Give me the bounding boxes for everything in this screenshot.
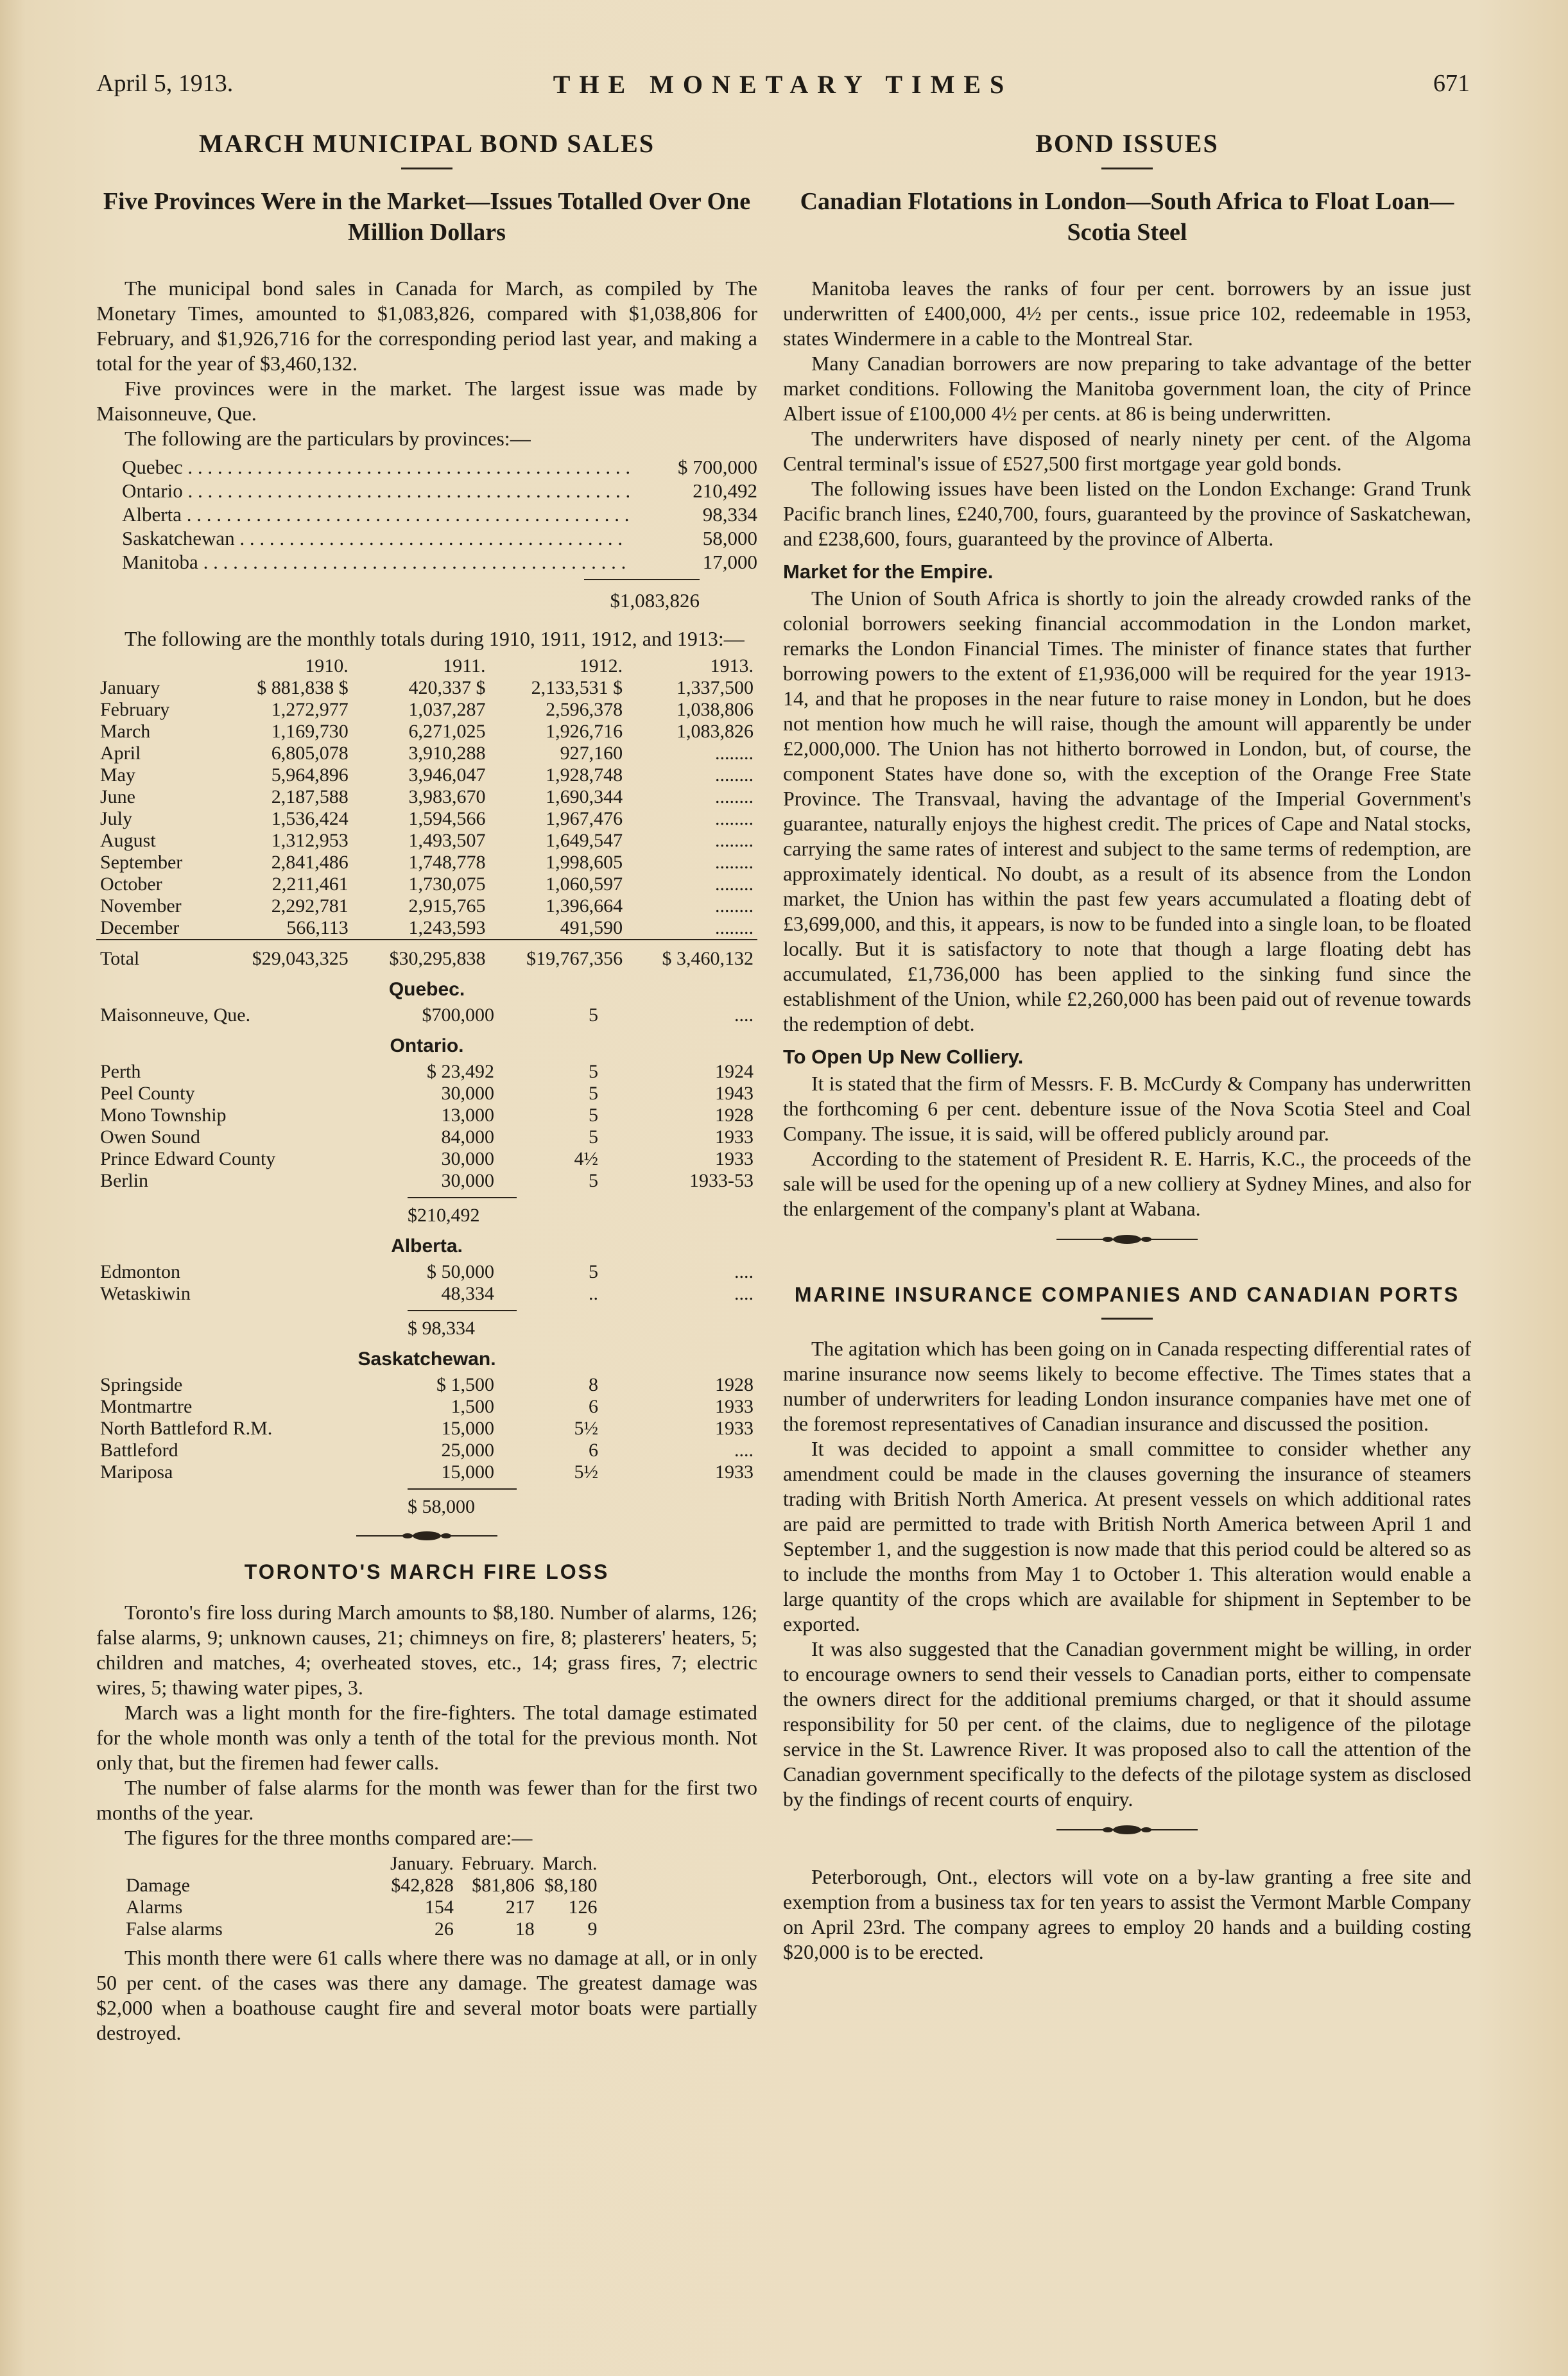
province-total: $1,083,826 xyxy=(584,579,700,612)
paragraph: This month there were 61 calls where there was no damage at all, or in only 50 per cent. of the cases was there any damage. The greatest damage was $2,000 when a boathouse caught fire and several motor boats were partially destroyed. xyxy=(96,1946,757,2044)
section-heading: Market for the Empire. xyxy=(783,560,994,583)
table-row: July 1,536,424 1,594,566 1,967,476 ........ xyxy=(100,808,754,829)
table-row: September 2,841,486 1,748,778 1,998,605 ........ xyxy=(100,852,754,873)
table-row: Wetaskiwin 48,334 .. .... xyxy=(100,1283,754,1304)
table-row: Peel County 30,000 5 1943 xyxy=(100,1083,754,1104)
province-heading: Alberta. xyxy=(391,1235,463,1257)
table-total-row: Total $29,043,325 $30,295,838 $19,767,356 $ 3,460,132 xyxy=(96,940,757,970)
table-row: Berlin 30,000 5 1933-53 xyxy=(100,1170,754,1191)
article-subtitle: Canadian Flotations in London—South Africa to Float Loan—Scotia Steel xyxy=(800,188,1454,246)
ornament-divider xyxy=(1056,1823,1198,1836)
paragraph: The agitation which has been going on in Canada respecting differential rates of marine insurance now seems likely to become effective. The Times states that a number of underwriters for leading London insurance companies have met one of the foremost representatives of Canadian insurance and discussed the position. xyxy=(783,1337,1471,1435)
province-subtotal: $210,492 xyxy=(408,1197,517,1227)
fire-loss-title: TORONTO'S MARCH FIRE LOSS xyxy=(244,1560,610,1583)
monthly-table xyxy=(96,655,757,970)
paragraph: The number of false alarms for the month was fewer than for the first two months of the year. xyxy=(96,1776,757,1824)
paragraph: It was decided to appoint a small committee to consider whether any amendment could be made in the clauses governing the insurance of steamers trading with British North America. At present vessels on which additional rates are paid are permitted to trade with British North America between April 1 and September 1, and the suggestion is now made that this period could be altered so as to include the months from May 1 to October 1. This alteration would enable a large quantity of the crops which are available for shipment in September to be exported. xyxy=(783,1437,1471,1635)
paragraph: March was a light month for the fire-fighters. The total damage estimated for the whole month was only a tenth of the total for the previous month. Not only that, but the firemen had fewer calls. xyxy=(96,1701,757,1774)
paragraph: The underwriters have disposed of nearly ninety per cent. of the Algoma Central terminal's issue of £527,500 first mortgage year gold bonds. xyxy=(783,427,1471,475)
table-row: Mono Township 13,000 5 1928 xyxy=(100,1105,754,1126)
bond-table xyxy=(96,1004,757,1026)
title-rule xyxy=(1101,1318,1153,1320)
table-row: February 1,272,977 1,037,287 2,596,378 1,038,806 xyxy=(100,699,754,720)
right-column xyxy=(783,122,1471,1965)
province-row: Quebec . . . $ 700,000 xyxy=(122,455,757,479)
province-heading: Quebec. xyxy=(388,979,465,1000)
bond-table xyxy=(96,1061,757,1192)
province-heading: Ontario. xyxy=(390,1035,464,1056)
section-heading: To Open Up New Colliery. xyxy=(783,1046,1024,1068)
province-heading: Saskatchewan. xyxy=(358,1348,496,1370)
article-subtitle: Five Provinces Were in the Market—Issues Totalled Over One Million Dollars xyxy=(103,188,751,246)
title-rule xyxy=(1101,168,1153,169)
table-row: Montmartre 1,500 6 1933 xyxy=(100,1396,754,1417)
table-header-row: January. February. March. xyxy=(390,1853,598,1874)
paragraph: It is stated that the firm of Messrs. F. B. McCurdy & Company has underwritten the forthcoming 6 per cent. debenture issue of the Nova Scotia Steel and Coal Company. The issue, it is said, will be offered publicly around par. xyxy=(783,1072,1471,1145)
paragraph: Toronto's fire loss during March amounts to $8,180. Number of alarms, 126; false alarms, 9; unknown causes, 21; chimneys on fire, 8; plasterers' heaters, 5; children and matches, 4; overheated stoves, etc., 14; grass fires, 7; electric wires, 5; thawing water pipes, 3. xyxy=(96,1601,757,1699)
table-row: Alarms 154 217 126 xyxy=(126,1897,598,1918)
table-header-row: 1910. 1911. 1912. 1913. xyxy=(305,655,754,676)
page-number: 671 xyxy=(1433,70,1470,97)
paragraph: The following issues have been listed on the London Exchange: Grand Trunk Pacific branch lines, £240,700, fours, guaranteed by the province of Saskatchewan, and £238,600, fours, guaranteed by the province of Alberta. xyxy=(783,477,1471,550)
article-title: MARCH MUNICIPAL BOND SALES xyxy=(198,129,655,158)
table-row: June 2,187,588 3,983,670 1,690,344 ........ xyxy=(100,786,754,807)
marine-insurance-title: MARINE INSURANCE COMPANIES AND CANADIAN PORTS xyxy=(794,1283,1460,1306)
fire-table xyxy=(122,1853,601,1940)
table-row: Edmonton $ 50,000 5 .... xyxy=(100,1261,754,1282)
article-title: BOND ISSUES xyxy=(1035,129,1219,158)
left-column xyxy=(96,122,757,2045)
paragraph: The following are the particulars by provinces:— xyxy=(125,427,531,450)
publication-title: THE MONETARY TIMES xyxy=(553,70,1013,99)
province-subtotal: $ 58,000 xyxy=(408,1488,517,1518)
paragraph: The municipal bond sales in Canada for March, as compiled by The Monetary Times, amounted to $1,083,826, compared with $1,038,806 for February, and $1,926,716 for the corresponding period last year, and making a total for the year of $3,460,132. xyxy=(96,277,757,375)
table-row: December 566,113 1,243,593 491,590 ........ xyxy=(100,917,754,938)
paragraph: Many Canadian borrowers are now preparing to take advantage of the better market conditions. Following the Manitoba government loan, the city of Prince Albert issue of £100,000 4½ per cents. at 86 is being underwritten. xyxy=(783,352,1471,425)
issue-date: April 5, 1913. xyxy=(96,70,234,97)
province-subtotal: $ 98,334 xyxy=(408,1310,517,1339)
table-row: False alarms 26 18 9 xyxy=(126,1918,598,1940)
paragraph: The figures for the three months compared are:— xyxy=(125,1826,533,1849)
table-row: Springside $ 1,500 8 1928 xyxy=(100,1374,754,1395)
table-row: January $ 881,838 $ 420,337 $ 2,133,531 $ 1,337,500 xyxy=(100,677,754,698)
table-row: Prince Edward County 30,000 4½ 1933 xyxy=(100,1148,754,1169)
table-row: May 5,964,896 3,946,047 1,928,748 ........ xyxy=(100,764,754,786)
table-row: April 6,805,078 3,910,288 927,160 ........ xyxy=(100,743,754,764)
table-row: Perth $ 23,492 5 1924 xyxy=(100,1061,754,1082)
province-row: Ontario . . . 210,492 xyxy=(122,479,757,503)
paragraph: The Union of South Africa is shortly to join the already crowded ranks of the colonial borrowers seeking financial accommodation in the London market, remarks the London Financial Times. The minister of finance states that further borrowing powers to the extent of £1,936,000 will be required for the year 1913-14, and that he proposes in the near future to raise money in London, but he does not mention how much he will raise, though the amount will apparently be under £2,000,000. The Union has not hitherto borrowed in London, but, of course, the component States have done so, with the exception of the Orange Free State Province. The Transvaal, having the advantage of the Imperial Government's guarantee, naturally enjoys the highest credit. The prices of Cape and Natal stocks, carrying the same rates of interest and subject to the same terms of redemption, are approximately identical. No doubt, as a result of its absence from the London market, the Union has within the past few years accumulated a floating debt of £3,699,000, and this, it appears, is now to be funded into a single loan, to be floated locally. But it is satisfactory to note that though a large floating debt has accumulated, £1,736,000 has been applied to the sinking fund since the establishment of the Union, while £2,260,000 has been paid out of revenue towards the redemption of debt. xyxy=(783,587,1471,1035)
province-row: Saskatchewan . . . 58,000 xyxy=(122,526,757,550)
table-row: Mariposa 15,000 5½ 1933 xyxy=(100,1461,754,1483)
table-row: North Battleford R.M. 15,000 5½ 1933 xyxy=(100,1418,754,1439)
page-header xyxy=(96,69,1470,114)
table-row: Damage $42,828 $81,806 $8,180 xyxy=(126,1875,598,1896)
paragraph: According to the statement of President R. E. Harris, K.C., the proceeds of the sale will be used for the opening up of a new colliery at Sydney Mines, and also for the enlargement of the company's plant at Wabana. xyxy=(783,1147,1471,1220)
title-rule xyxy=(401,168,452,169)
province-row: Manitoba . . . 17,000 xyxy=(122,550,757,574)
paragraph: The following are the monthly totals during 1910, 1911, 1912, and 1913:— xyxy=(125,627,745,650)
province-list xyxy=(122,455,757,574)
province-row: Alberta . . . 98,334 xyxy=(122,503,757,526)
paragraph: Manitoba leaves the ranks of four per cent. borrowers by an issue just underwritten of £400,000, 4½ per cents., issue price 102, redeemable in 1953, states Windermere in a cable to the Montreal Star. xyxy=(783,277,1471,350)
ornament-divider xyxy=(356,1529,497,1542)
table-row: Owen Sound 84,000 5 1933 xyxy=(100,1126,754,1148)
paragraph: It was also suggested that the Canadian government might be willing, in order to encourage owners to send their vessels to Canadian ports, either to compensate the owners direct for the additional premiums charged, or that it should assume responsibility for 50 per cent. of the claims, due to negligence of the pilotage service in the St. Lawrence River. It was proposed also to call the attention of the Canadian government specifically to the defects of the pilotage system as disclosed by the findings of recent courts of enquiry. xyxy=(783,1637,1471,1811)
paragraph: Peterborough, Ont., electors will vote on a by-law granting a free site and exemption from a business tax for ten years to assist the Vermont Marble Company on April 23rd. The company agrees to employ 20 hands and a building costing $20,000 is to be erected. xyxy=(783,1865,1471,1963)
table-row: Battleford 25,000 6 .... xyxy=(100,1440,754,1461)
bond-table xyxy=(96,1261,757,1305)
bond-table xyxy=(96,1374,757,1483)
ornament-divider xyxy=(1056,1233,1198,1246)
table-row: October 2,211,461 1,730,075 1,060,597 ........ xyxy=(100,874,754,895)
table-row: November 2,292,781 2,915,765 1,396,664 ........ xyxy=(100,895,754,917)
table-row: August 1,312,953 1,493,507 1,649,547 ........ xyxy=(100,830,754,851)
paragraph: Five provinces were in the market. The largest issue was made by Maisonneuve, Que. xyxy=(96,377,757,425)
table-row: March 1,169,730 6,271,025 1,926,716 1,083,826 xyxy=(100,721,754,742)
table-row: Maisonneuve, Que. $700,000 5 .... xyxy=(100,1004,754,1026)
